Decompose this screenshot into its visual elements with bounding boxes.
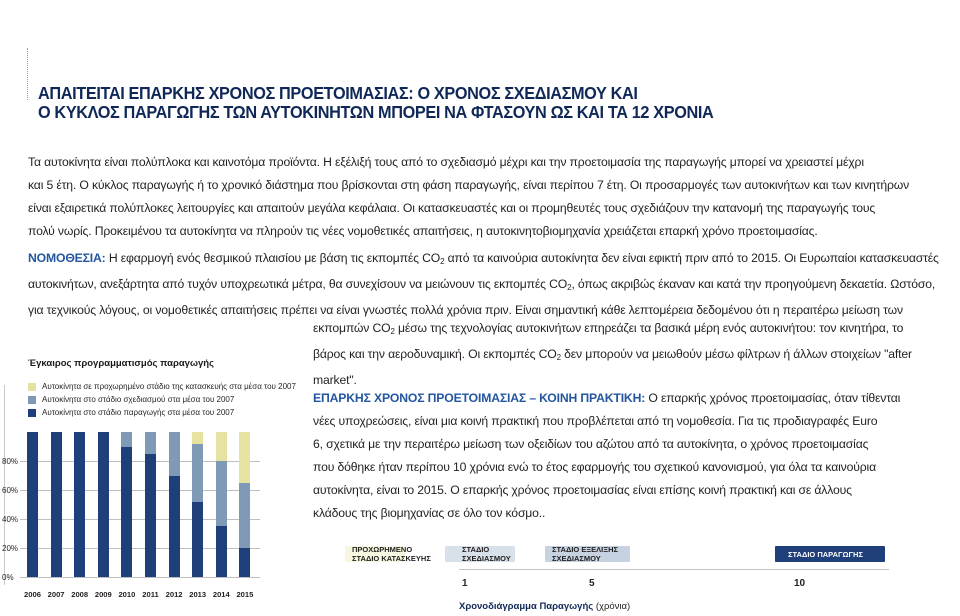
timeline-stage-line: ΣΧΕΔΙΑΣΜΟΥ	[462, 554, 511, 563]
legend-item	[28, 406, 296, 419]
preparation-line	[313, 387, 901, 410]
chart-legend	[28, 380, 296, 419]
x-tick-label: 2012	[165, 590, 183, 599]
timeline-stage-line: ΣΤΑΔΙΟ	[462, 545, 490, 554]
chart-bar-segment	[192, 444, 203, 502]
subscript: 2	[556, 353, 561, 362]
timeline-label-text: Χρονοδιάγραμμα Παραγωγής	[459, 601, 594, 612]
legend-swatch	[28, 396, 36, 404]
legislation-line: για τεχνικούς λόγους, οι νομοθετικές απαιτήσεις πρέπει να είναι γνωστές πολλά χρόνια πριν. Είναι σημαντική κάθε λεπτομέρεια δεδομένου ότι η περαιτέρω μείωση των	[28, 303, 903, 317]
intro-line: και 5 έτη. Ο κύκλος παραγωγής ή το χρονικό διάστημα που βρίσκονται στη φάση παραγωγής, είναι περίπου 7 έτη. Οι προσαρμογές των αυτοκινήτων και των κινητήρων	[28, 178, 910, 192]
chart-bar-segment	[169, 476, 180, 578]
chart-bar-segment	[145, 432, 156, 454]
chart-bar-segment	[192, 432, 203, 444]
x-tick-label: 2010	[118, 590, 136, 599]
chart-bar-segment	[239, 483, 250, 548]
emissions-text: μέσω της τεχνολογίας αυτοκινήτων επηρεάζει τα βασικά μέρη ενός αυτοκινήτου: τον κινητήρα, το	[394, 321, 904, 335]
y-tick-label: 20%	[2, 544, 19, 553]
page-title	[38, 84, 875, 122]
chart-bar-segment	[239, 432, 250, 483]
chart-bar-segment	[51, 432, 62, 577]
chart-bar-segment	[216, 526, 227, 577]
preparation-line: κλάδους της βιομηχανίας σε όλο τον κόσμο..	[313, 506, 546, 520]
y-tick-label: 40%	[2, 515, 19, 524]
intro-line: είναι εξαιρετικά πολύπλοκες λειτουργίες και απαιτούν μεγάλα κεφάλαια. Οι κατασκευαστές και οι προμηθευτές τους σχεδιάζουν την κατανομή της παραγωγής τους	[28, 201, 876, 215]
legislation-text: , όπως ακριβώς έκαναν και κατά την προηγούμενη δεκαετία. Ωστόσο,	[571, 277, 936, 291]
chart-bar-segment	[169, 432, 180, 476]
chart-bar-segment	[98, 432, 109, 577]
x-tick-label: 2015	[236, 590, 254, 599]
emissions-text: βάρος και την αεροδυναμική. Οι εκπομπές CO	[313, 347, 557, 361]
emissions-text: δεν μπορούν να μειωθούν μέσω φίλτρων ή άλλων στοιχείων "after	[560, 347, 912, 361]
chart-bar-segment	[216, 461, 227, 526]
legislation-text: από τα καινούρια αυτοκίνητα δεν είναι εφικτή πριν από το 2015. Οι Ευρωπαίοι κατασκευαστές	[444, 251, 939, 265]
preparation-line: που δόθηκε ήταν περίπου 10 χρόνια ενώ το έτος εφαρμογής του σχετικού κανονισμού, για όλα τα καινούρια	[313, 460, 876, 474]
legislation-line	[28, 247, 939, 273]
decorative-side-line	[4, 385, 5, 585]
emissions-paragraph	[313, 317, 912, 392]
subscript: 2	[440, 257, 445, 266]
legislation-lead: ΝΟΜΟΘΕΣΙΑ:	[28, 251, 106, 265]
decorative-dotted-rule	[27, 48, 28, 100]
timeline-stage-label	[352, 545, 431, 563]
x-tick-label: 2014	[212, 590, 230, 599]
chart-bar-segment	[121, 447, 132, 578]
emissions-line	[313, 317, 904, 343]
title-line-2: Ο ΚΥΚΛΟΣ ΠΑΡΑΓΩΓΗΣ ΤΩΝ ΑΥΤΟΚΙΝΗΤΩΝ ΜΠΟΡΕΙ ΝΑ ΦΤΑΣΟΥΝ ΩΣ ΚΑΙ ΤΑ 12 ΧΡΟΝΙΑ	[38, 102, 714, 122]
preparation-text: Ο επαρκής χρόνος προετοιμασίας, όταν τίθενται	[645, 391, 901, 405]
timeline-tick-label: 1	[462, 578, 468, 589]
x-tick-label: 2008	[71, 590, 89, 599]
subscript: 2	[567, 283, 572, 292]
preparation-lead: ΕΠΑΡΚΗΣ ΧΡΟΝΟΣ ΠΡΟΕΤΟΙΜΑΣΙΑΣ – ΚΟΙΝΗ ΠΡΑΚΤΙΚΗ:	[313, 391, 646, 405]
title-line-1: ΑΠΑΙΤΕΙΤΑΙ ΕΠΑΡΚΗΣ ΧΡΟΝΟΣ ΠΡΟΕΤΟΙΜΑΣΙΑΣ: Ο ΧΡΟΝΟΣ ΣΧΕΔΙΑΣΜΟΥ ΚΑΙ	[38, 83, 638, 103]
timeline-tick-label: 5	[589, 578, 595, 589]
legend-label: Αυτοκίνητα σε προχωρημένο στάδιο της κατασκευής στα μέσα του 2007	[42, 382, 296, 391]
legend-item	[28, 380, 296, 393]
intro-paragraph	[28, 151, 928, 243]
timeline-stage-line: ΣΤΑΔΙΟ ΚΑΤΑΣΚΕΥΗΣ	[352, 554, 431, 563]
y-tick-label: 60%	[2, 486, 19, 495]
preparation-line: νέες υποχρεώσεις, είναι μια κοινή πρακτική που προβλέπεται από τη νομοθεσία. Για τις προδιαγραφές Euro	[313, 414, 878, 428]
timeline-unit: (χρόνια)	[595, 601, 631, 612]
timeline-label	[459, 601, 630, 612]
chart-gridline	[20, 577, 260, 578]
chart-bar-segment	[239, 548, 250, 577]
timeline-tick-label: 10	[794, 578, 806, 589]
x-tick-label: 2013	[189, 590, 207, 599]
intro-line: Τα αυτοκίνητα είναι πολύπλοκα και καινοτόμα προϊόντα. Η εξέλιξή τους από το σχεδιασμό μέχρι και την προετοιμασία της παραγωγής μπορεί να χρειαστεί μέχρι	[28, 155, 864, 169]
chart-bar-segment	[216, 432, 227, 461]
timeline-stage-line: ΣΧΕΔΙΑΣΜΟΥ	[552, 554, 601, 563]
chart-bar-segment	[27, 432, 38, 577]
timeline-axis	[459, 569, 889, 570]
timeline-stage-label	[552, 545, 618, 563]
x-tick-label: 2011	[142, 590, 159, 599]
timeline-stage-line: ΠΡΟΧΩΡΗΜΕΝΟ	[352, 545, 413, 554]
preparation-line: αυτοκίνητα, είναι το 2015. Ο επαρκής χρόνος προετοιμασίας είναι επίσης κοινή πρακτική και σε άλλους	[313, 483, 852, 497]
subscript: 2	[390, 327, 395, 336]
chart-bar-segment	[145, 454, 156, 577]
legend-label: Αυτοκίνητα στο στάδιο σχεδιασμού στα μέσα του 2007	[42, 395, 235, 404]
legend-swatch	[28, 383, 36, 391]
y-tick-label: 0%	[2, 573, 14, 582]
timeline-stage-label	[788, 550, 863, 559]
emissions-line: market".	[313, 373, 357, 387]
emissions-text: εκπομπών CO	[313, 321, 391, 335]
preparation-paragraph	[313, 387, 901, 525]
legend-label: Αυτοκίνητα στο στάδιο παραγωγής στα μέσα του 2007	[42, 408, 235, 417]
x-tick-label: 2009	[94, 590, 112, 599]
legislation-text: αυτοκινήτων, ανεξάρτητα από τυχόν υποχρεωτικά μέτρα, θα συνεχίσουν να μειώνουν τις εκπομπές CO	[28, 277, 568, 291]
legend-swatch	[28, 409, 36, 417]
y-tick-label: 80%	[2, 457, 19, 466]
intro-line: πολύ νωρίς. Προκειμένου τα αυτοκίνητα να πληρούν τις νέες νομοθετικές απαιτήσεις, η αυτοκινητοβιομηχανία χρειάζεται επαρκή χρόνο προετοιμασίας.	[28, 224, 818, 238]
chart-title: Έγκαιρος προγραμματισμός παραγωγής	[28, 358, 215, 369]
x-tick-label: 2006	[24, 590, 41, 599]
legislation-text: Η εφαρμογή ενός θεσμικού πλαισίου με βάση τις εκπομπές CO	[105, 251, 441, 265]
timeline-stage-line: ΣΤΑΔΙΟ ΕΞΕΛΙΞΗΣ	[552, 545, 618, 554]
legend-item	[28, 393, 296, 406]
preparation-line: 6, σχετικά με την περαιτέρω μείωση των οξειδίων του αζώτου από τα αυτοκίνητα, ο χρόνος προετοιμασίας	[313, 437, 869, 451]
chart-bar-segment	[121, 432, 132, 447]
timeline-stage-label	[462, 545, 511, 563]
x-tick-label: 2007	[47, 590, 65, 599]
legislation-paragraph	[28, 247, 939, 322]
chart-bar-segment	[74, 432, 85, 577]
emissions-line	[313, 343, 912, 369]
timeline-stage-line: ΣΤΑΔΙΟ ΠΑΡΑΓΩΓΗΣ	[788, 550, 863, 559]
chart-bar-segment	[192, 502, 203, 577]
legislation-line	[28, 273, 936, 299]
